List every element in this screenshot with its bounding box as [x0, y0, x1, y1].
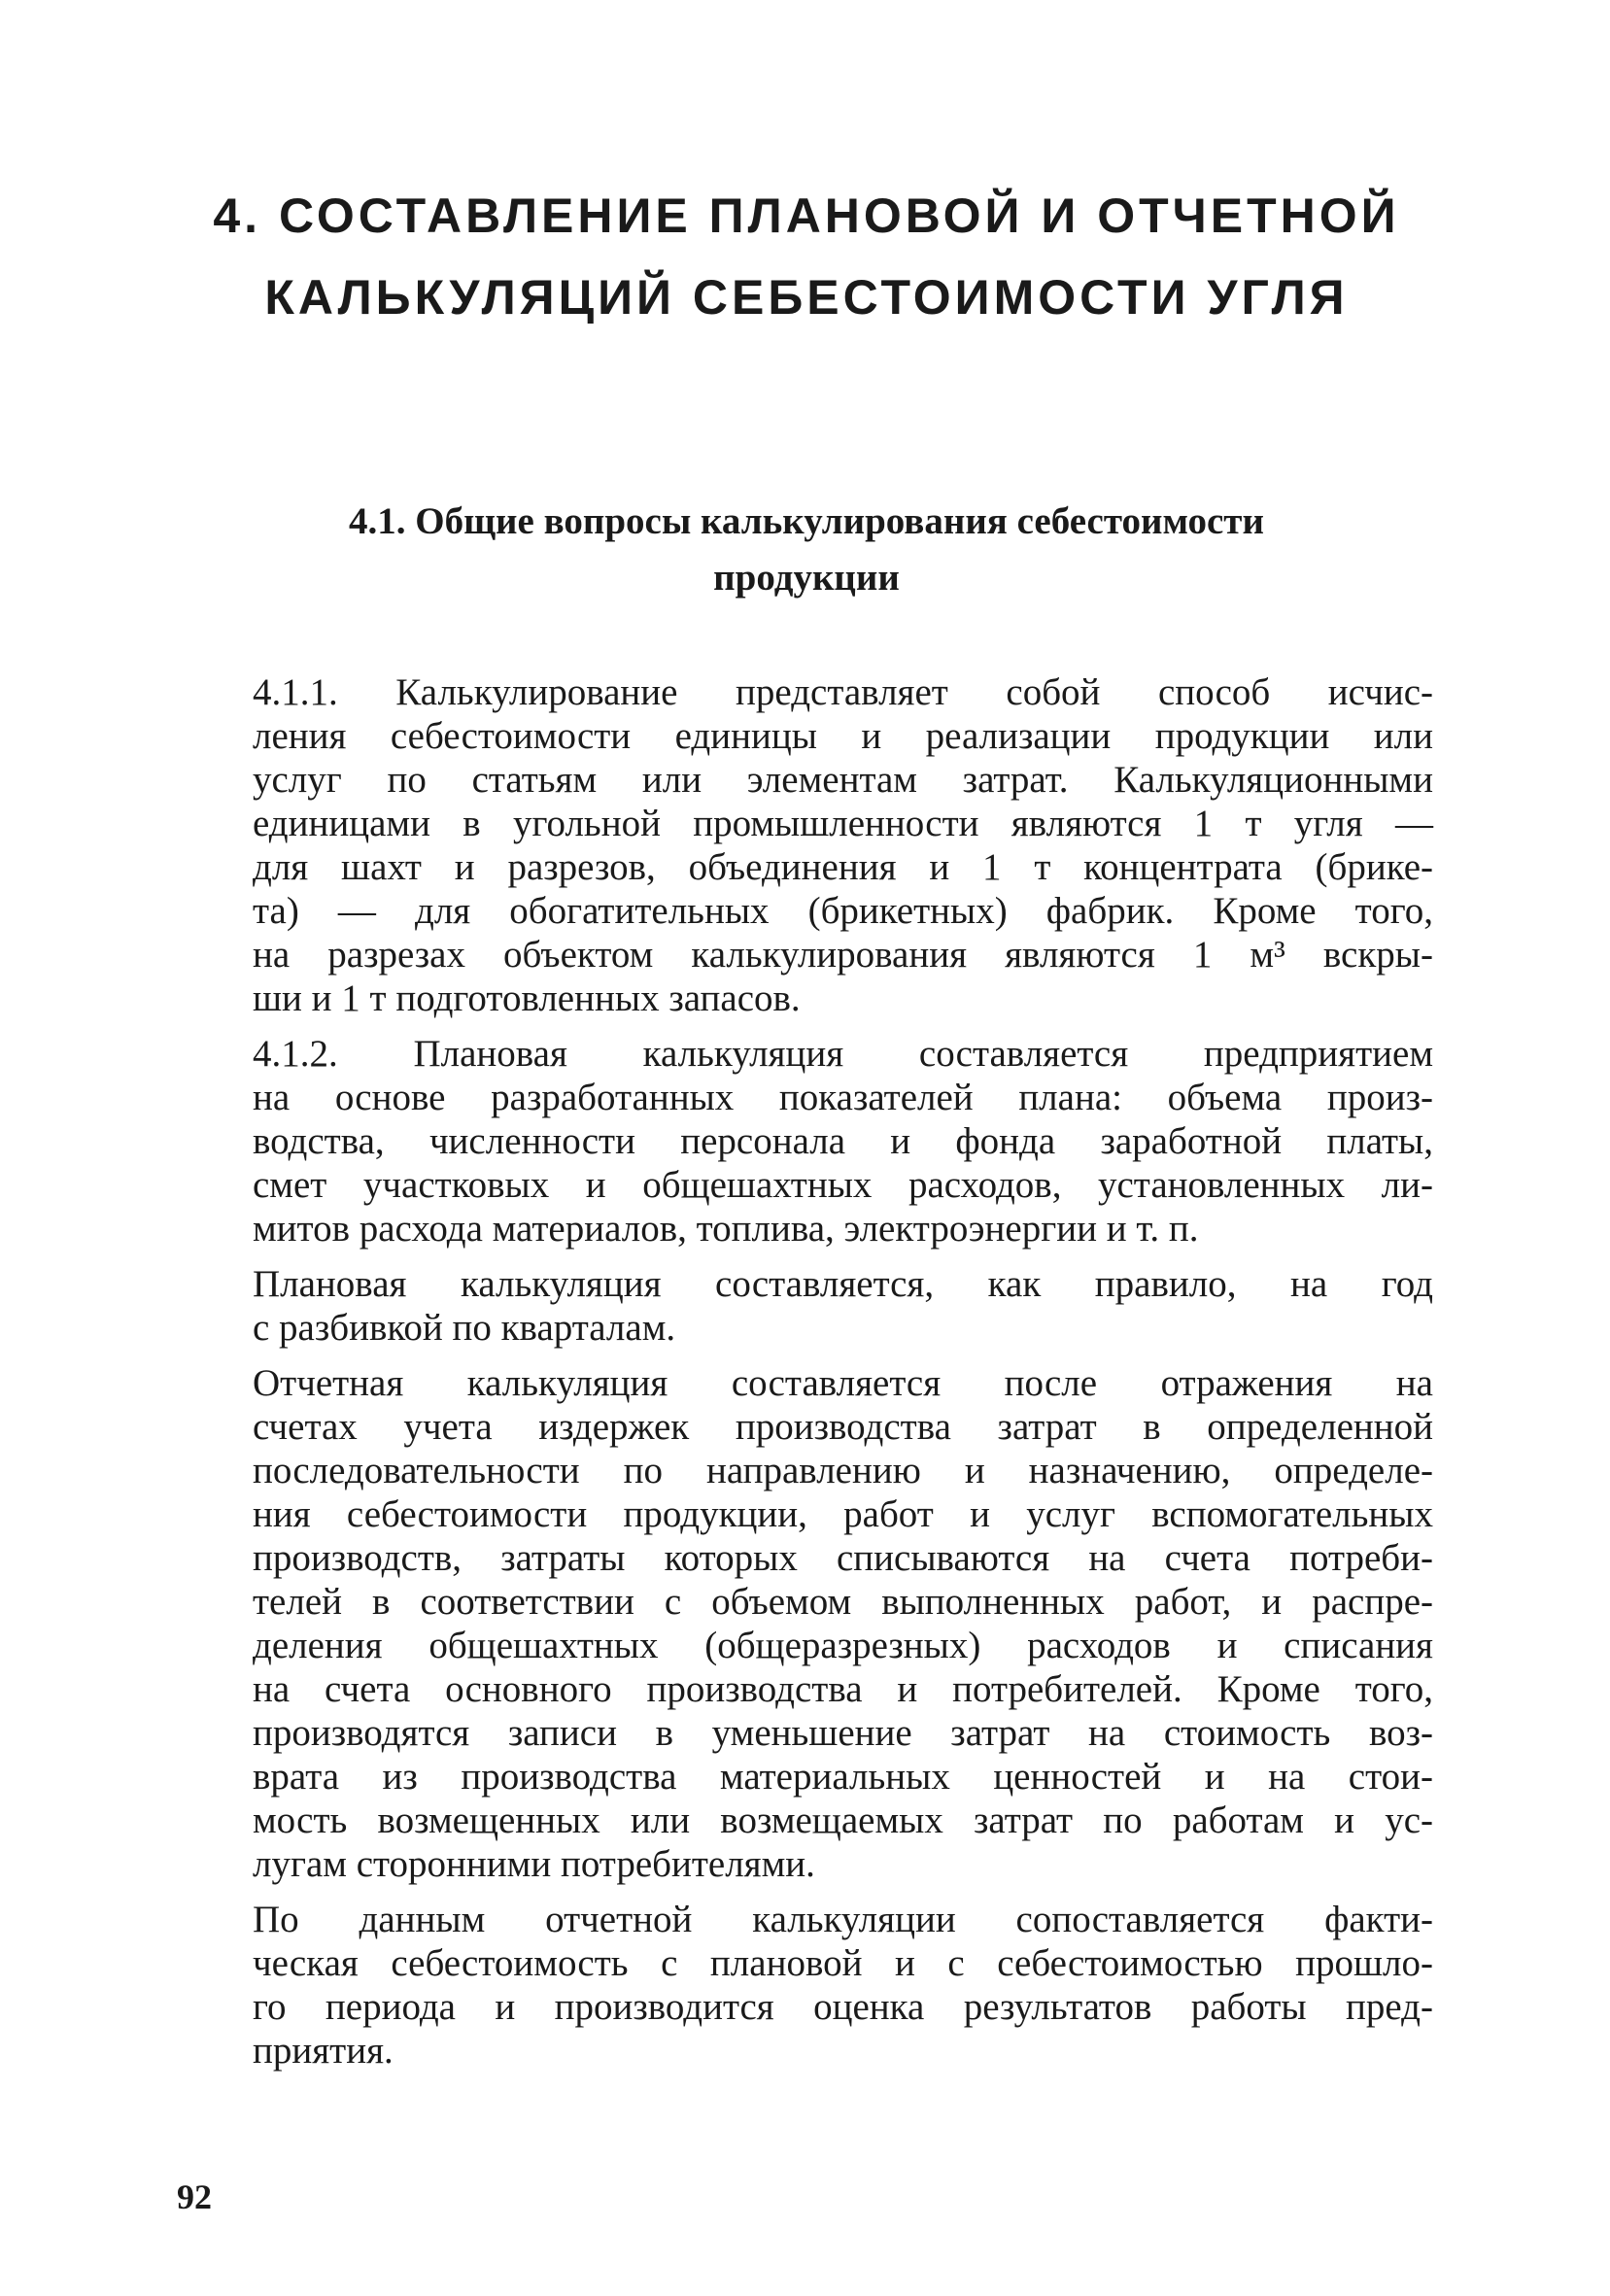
section-title-line-1: 4.1. Общие вопросы калькулирования себестоимости — [349, 500, 1264, 542]
text-line: производств, затраты которых списываются на счета потреби- — [253, 1537, 1433, 1579]
text-line: на разрезах объектом калькулирования являются 1 м³ вскры- — [253, 934, 1433, 976]
text-line: производятся записи в уменьшение затрат на стоимость воз- — [253, 1712, 1433, 1754]
text-line: го периода и производится оценка результатов работы пред- — [253, 1986, 1433, 2028]
text-line: 4.1.2. Плановая калькуляция составляется предприятием — [253, 1033, 1433, 1075]
paragraph-report-calculation — [175, 1361, 1433, 1886]
text-line: приятия. — [253, 2030, 394, 2072]
text-line: ши и 1 т подготовленных запасов. — [253, 977, 801, 1019]
text-line: на основе разработанных показателей плана: объема произ- — [253, 1077, 1433, 1118]
text-line: водства, численности персонала и фонда заработной платы, — [253, 1120, 1433, 1162]
text-line: последовательности по направлению и назначению, определе- — [253, 1450, 1433, 1491]
paragraph-4-1-2 — [175, 1032, 1433, 1251]
paragraph-4-1-1 — [175, 670, 1433, 1020]
section-title-line-2: продукции — [713, 557, 900, 599]
text-line: ния себестоимости продукции, работ и услуг вспомогательных — [253, 1493, 1433, 1535]
paragraph-plan-period — [175, 1262, 1433, 1350]
text-line: телей в соответствии с объемом выполненных работ, и распре- — [253, 1581, 1433, 1623]
body-text — [175, 670, 1433, 2084]
text-line: митов расхода материалов, топлива, электроэнергии и т. п. — [253, 1208, 1199, 1250]
text-line: смет участковых и общешахтных расходов, установленных ли- — [253, 1164, 1433, 1206]
paragraph-comparison — [175, 1898, 1433, 2073]
text-line: Плановая калькуляция составляется, как правило, на год — [253, 1263, 1433, 1305]
chapter-title-line-2: КАЛЬКУЛЯЦИЙ СЕБЕСТОИМОСТИ УГЛЯ — [264, 270, 1349, 325]
text-line: мость возмещенных или возмещаемых затрат по работам и ус- — [253, 1799, 1433, 1841]
text-line: деления общешахтных (общеразрезных) расходов и списания — [253, 1625, 1433, 1666]
text-line: с разбивкой по кварталам. — [253, 1307, 676, 1349]
text-line: 4.1.1. Калькулирование представляет собой способ исчис- — [253, 671, 1433, 713]
section-title — [214, 494, 1399, 606]
text-line: Отчетная калькуляция составляется после отражения на — [253, 1362, 1433, 1404]
text-line: счетах учета издержек производства затрат в определенной — [253, 1406, 1433, 1448]
text-line: единицами в угольной промышленности являются 1 т угля — — [253, 803, 1433, 844]
text-line: ления себестоимости единицы и реализации продукции или — [253, 715, 1433, 757]
text-line: врата из производства материальных ценностей и на стои- — [253, 1756, 1433, 1798]
text-line: на счета основного производства и потребителей. Кроме того, — [253, 1668, 1433, 1710]
text-line: ческая себестоимость с плановой и с себестоимостью прошло- — [253, 1942, 1433, 1984]
chapter-title-line-1: 4. СОСТАВЛЕНИЕ ПЛАНОВОЙ И ОТЧЕТНОЙ — [213, 188, 1400, 243]
text-line: для шахт и разрезов, объединения и 1 т концентрата (брике- — [253, 846, 1433, 888]
chapter-title — [194, 175, 1419, 338]
text-line: По данным отчетной калькуляции сопоставляется факти- — [253, 1899, 1433, 1940]
text-line: лугам сторонними потребителями. — [253, 1843, 815, 1885]
text-line: та) — для обогатительных (брикетных) фабрик. Кроме того, — [253, 890, 1433, 932]
page-number: 92 — [177, 2177, 212, 2216]
text-line: услуг по статьям или элементам затрат. Калькуляционными — [253, 759, 1433, 801]
